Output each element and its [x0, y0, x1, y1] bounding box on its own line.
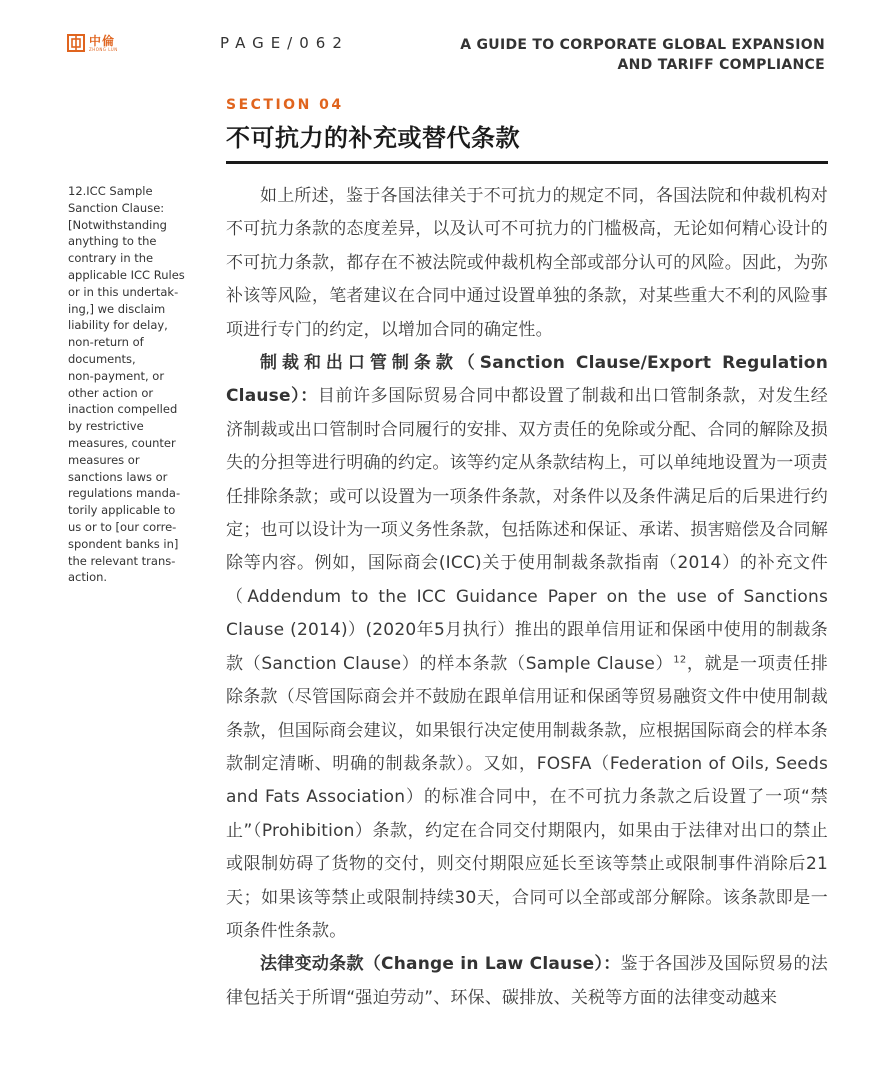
sanction-clause-text-b: ，就是一项责任排除条款（尽管国际商会并不鼓励在跟单信用证和保函等贸易融资文件中使用制裁条款，但国际商会建议，如果银行决定使用制裁条款，应根据国际商会的样本条款制定清晰、明确的制裁条款）。又如，FOSFA（Federation of Oils, Seeds and Fats Association）的标准合同中，在不可抗力条款之后设置了一项“禁止”（Prohibition）条款，约定在合同交付期限内，如果由于法律对出口的禁止或限制妨碍了货物的交付，则交付期限应延长至该等禁止或限制事件消除后21天；如果该等禁止或限制持续30天，合同可以全部或部分解除。该条款即是一项条件性条款。 — [226, 653, 828, 941]
logo-chinese-text: 中倫 — [89, 33, 116, 48]
change-in-law-heading: 法律变动条款（Change in Law Clause）： — [260, 954, 621, 975]
title-divider — [226, 161, 828, 164]
guide-title-line-1: A GUIDE TO CORPORATE GLOBAL EXPANSION — [460, 37, 825, 53]
article-body — [226, 180, 828, 1015]
footnote-reference: 12 — [673, 654, 687, 666]
paragraph-change-in-law — [226, 948, 828, 1015]
change-in-law-text: 鉴于各国涉及国际贸易的法律包括关于所谓“强迫劳动”、环保、碳排放、关税等方面的法律变动越来 — [226, 954, 828, 1008]
page-number: PAGE/062 — [220, 34, 349, 52]
paragraph-sanction-clause — [226, 347, 828, 948]
sanction-clause-heading: 制裁和出口管制条款（Sanction Clause/Export Regulation Clause）： — [226, 353, 828, 407]
paragraph-intro: 如上所述，鉴于各国法律关于不可抗力的规定不同，各国法院和仲裁机构对不可抗力条款的态度差异，以及认可不可抗力的门槛极高，无论如何精心设计的不可抗力条款，都存在不被法院或仲裁机构全部或部分认可的风险。因此，为弥补该等风险，笔者建议在合同中通过设置单独的条款，对某些重大不利的风险事项进行专门的约定，以增加合同的确定性。 — [226, 186, 828, 340]
section-label: SECTION 04 — [226, 97, 344, 113]
zhonglun-logo-icon — [67, 34, 85, 52]
sanction-clause-text-a: 目前许多国际贸易合同中都设置了制裁和出口管制条款，对发生经济制裁或出口管制时合同履行的安排、双方责任的免除或分配、合同的解除及损失的分担等进行明确的约定。该等约定从条款结构上，可以单纯地设置为一项责任排除条款；或可以设置为一项条件条款，对条件以及条件满足后的后果进行约定；也可以设计为一项义务性条款，包括陈述和保证、承诺、损害赔偿及合同解除等内容。例如，国际商会(ICC)关于使用制裁条款指南（2014）的补充文件（Addendum to the ICC Guidance Paper on the use of Sanctions Clause (2014)）(2020年5月执行）推出的跟单信用证和保函中使用的制裁条款（Sanction Clause）的样本条款（Sample Clause） — [226, 386, 828, 674]
guide-title — [460, 35, 825, 75]
footnote-sidebar: 12.ICC Sample Sanction Clause: [Notwithstanding anything to the contrary in the applicable ICC Rules or in this undertak- ing,] we disclaim liability for delay, non-return of documents, non-payment, or other action or inaction compelled by restrictive measures, counter measures or sanctions laws or regulations manda- torily applicable to us or to [our corre- spondent banks in] the relevant trans- action. — [68, 184, 185, 585]
logo — [67, 34, 118, 52]
guide-title-line-2: AND TARIFF COMPLIANCE — [617, 57, 825, 73]
section-title: 不可抗力的补充或替代条款 — [226, 124, 520, 152]
logo-english-text: ZHONG LUN — [89, 46, 118, 52]
